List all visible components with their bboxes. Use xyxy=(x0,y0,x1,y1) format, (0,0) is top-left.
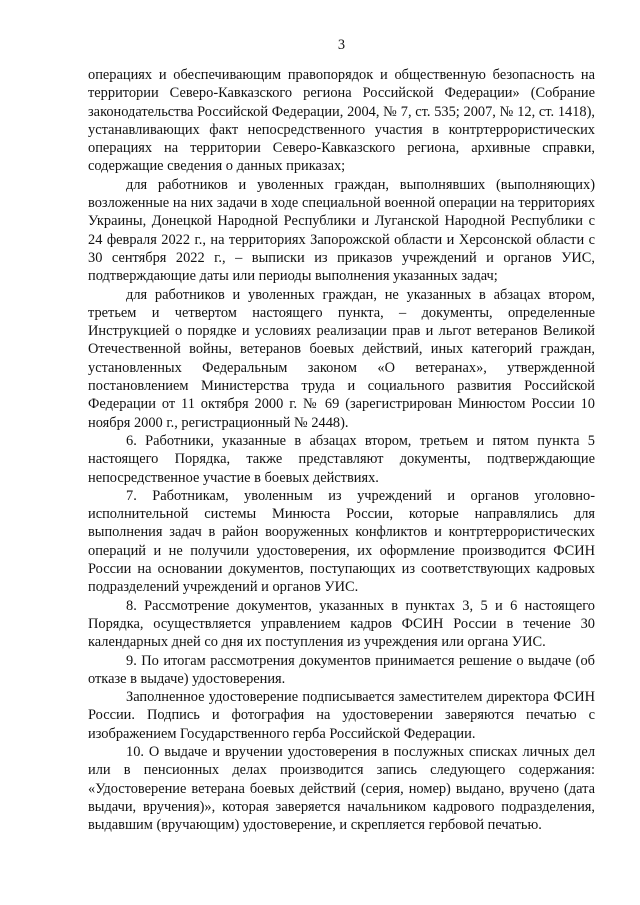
paragraph-signature-seal: Заполненное удостоверение подписывается заместителем директора ФСИН России. Подпись и фотография на удостоверении заверяются печатью с изображением Государственного герба Российской Федерации. xyxy=(88,689,595,742)
paragraph-item-10: 10. О выдаче и вручении удостоверения в послужных списках личных дел или в пенсионных делах производится запись следующего содержания: «Удостоверение ветерана боевых действий (серия, номер) выдано, вручено (дата выдачи, вручения)», которая заверяется начальником кадрового подразделения, выдавшим (вручающим) удостоверение, и скрепляется гербовой печатью. xyxy=(88,743,595,834)
paragraph-item-8: 8. Рассмотрение документов, указанных в пунктах 3, 5 и 6 настоящего Порядка, осуществляется управлением кадров ФСИН России в течение 30 календарных дней со дня их поступления из учреждения или органа УИС. xyxy=(88,597,595,651)
paragraph-item-7: 7. Работникам, уволенным из учреждений и органов уголовно-исполнительной системы Минюста России, которые направлялись для выполнения задач в район вооруженных конфликтов и контртеррористических операций и не получили удостоверения, их оформление производится ФСИН России на основании документов, поступающих из соответствующих кадровых подразделений учреждений и органов УИС. xyxy=(88,487,595,596)
paragraph-svo-participants: для работников и уволенных граждан, выполнявших (выполняющих) возложенные на них задачи в ходе специальной военной операции на территориях Украины, Донецкой Народной Республики и Луганской Народной Республики с 24 февраля 2022 г., на территориях Запорожской области и Херсонской области с 30 сентября 2022 г., – выписки из приказов учреждений и органов УИС, подтверждающие даты или периоды выполнения указанных задач; xyxy=(88,176,595,285)
paragraph-continuation: операциях и обеспечивающим правопорядок и общественную безопасность на территории Северо-Кавказского региона Российской Федерации» (Собрание законодательства Российской Федерации, 2004, № 7, ст. 535; 2007, № 12, ст. 1418), устанавливающих факт непосредственного участия в контртеррористических операциях на территории Северо-Кавказского региона, архивные справки, содержащие сведения о данных приказах; xyxy=(88,67,595,175)
paragraph-item-9: 9. По итогам рассмотрения документов принимается решение о выдаче (об отказе в выдаче) удостоверения. xyxy=(88,652,595,687)
paragraph-other-employees: для работников и уволенных граждан, не указанных в абзацах втором, третьем и четвертом настоящего пункта, – документы, определенные Инструкцией о порядке и условиях реализации прав и льгот ветеранов Великой Отечественной войны, ветеранов боевых действий, иных категорий граждан, установленных Федеральным законом «О ветеранах», утвержденной постановлением Министерства труда и социального развития Российской Федерации от 11 октября 2000 г. № 69 (зарегистрирован Минюстом России 10 ноября 2000 г., регистрационный № 2448). xyxy=(88,286,595,431)
page-number: 3 xyxy=(337,37,346,53)
paragraph-item-6: 6. Работники, указанные в абзацах втором, третьем и пятом пункта 5 настоящего Порядка, также представляют документы, подтверждающие непосредственное участие в боевых действиях. xyxy=(88,432,595,486)
